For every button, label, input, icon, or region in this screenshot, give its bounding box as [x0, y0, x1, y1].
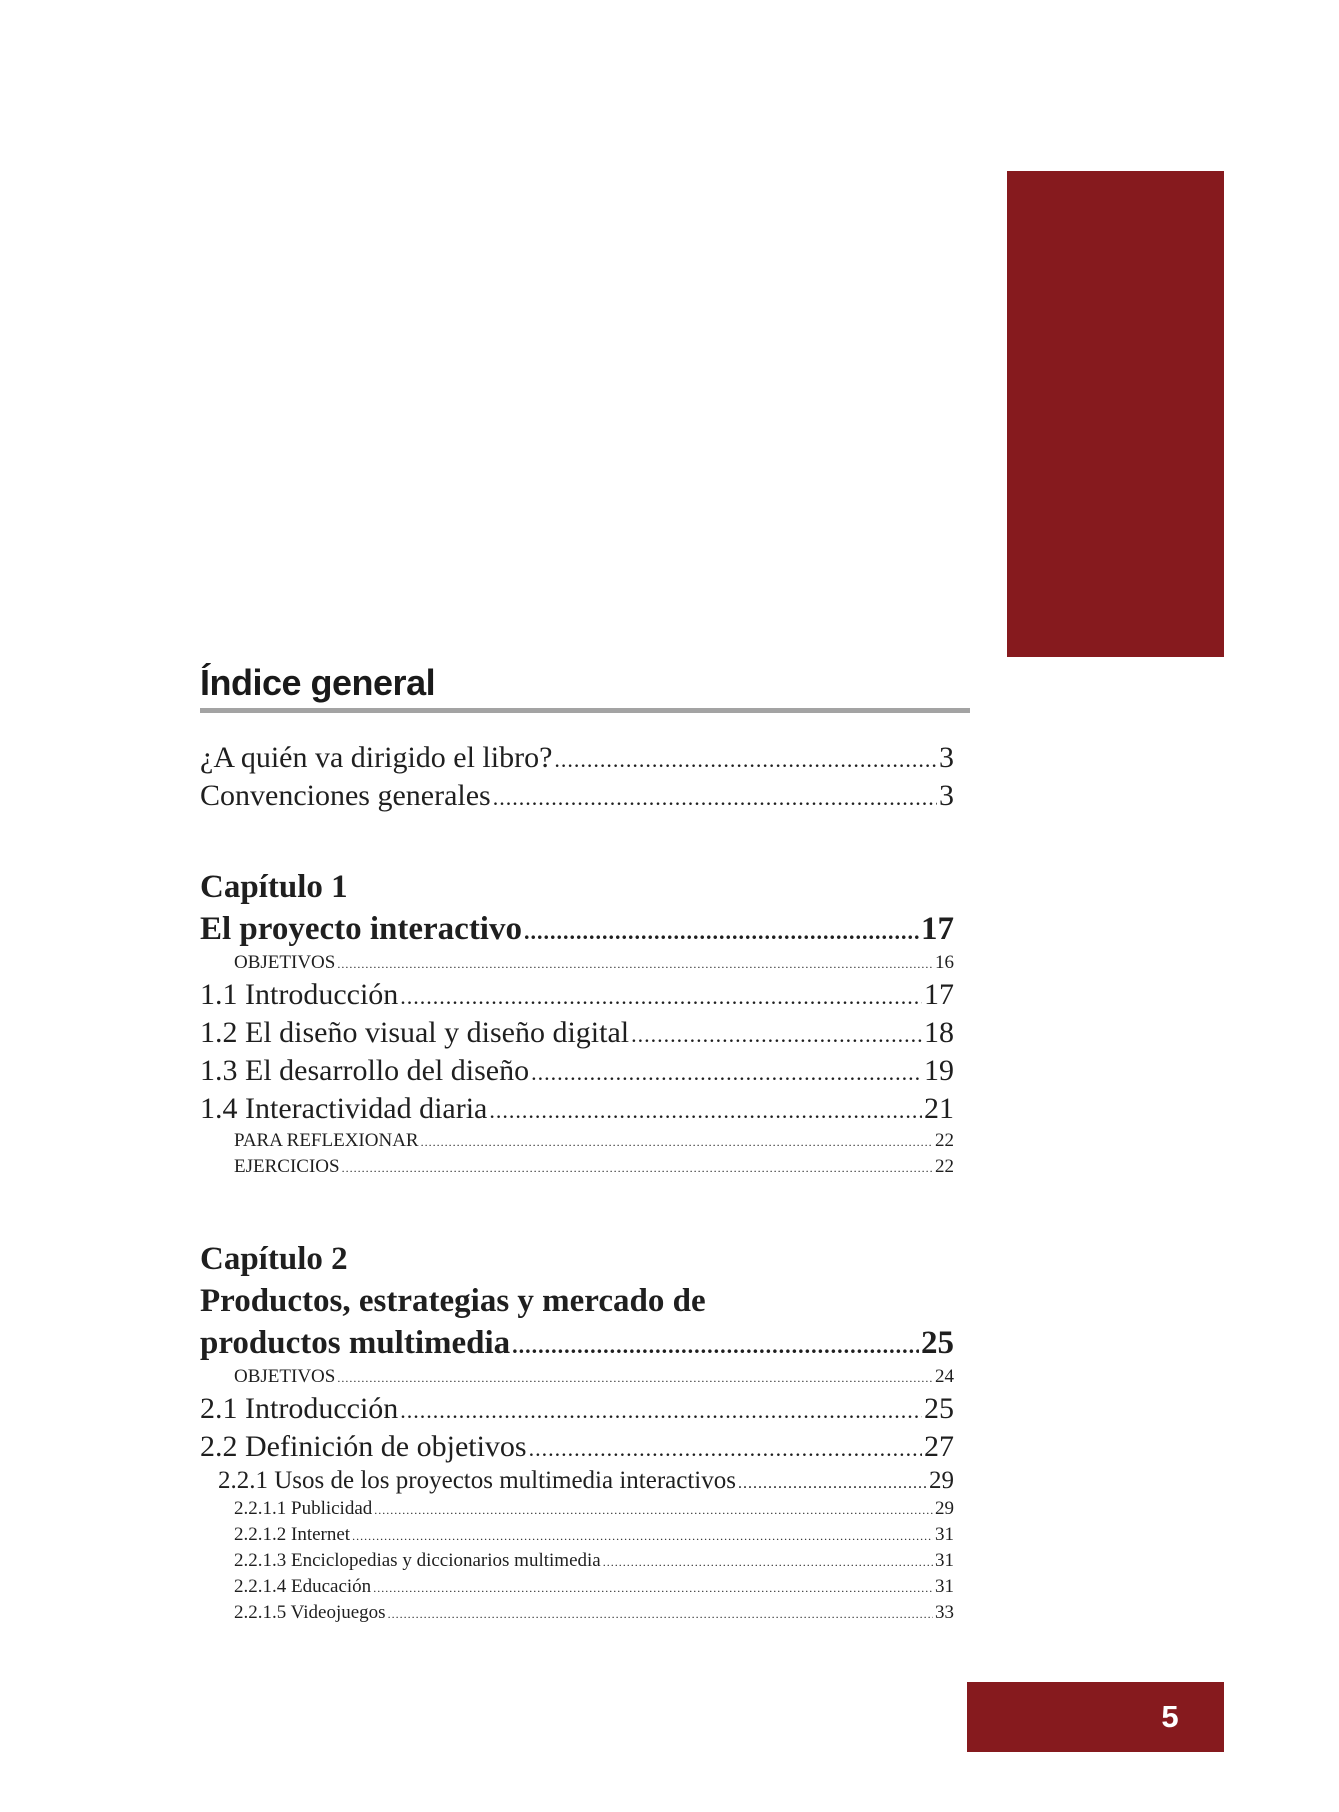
chapter-title: El proyecto interactivo [200, 911, 522, 947]
toc-entry-page: 22 [935, 1156, 954, 1177]
toc-entry-page: 18 [924, 1016, 954, 1049]
toc-entry-title: 1.2 El diseño visual y diseño digital [200, 1016, 630, 1049]
toc-entry-title: 1.4 Interactividad diaria [200, 1092, 488, 1125]
toc-entry[interactable] [200, 1548, 954, 1574]
toc-entry[interactable] [200, 1466, 954, 1496]
dot-leader [529, 1430, 922, 1468]
toc-entry[interactable] [200, 777, 954, 815]
toc-entry-title: 2.2.1.1 Publicidad [234, 1498, 373, 1519]
toc-entry-page: 29 [929, 1467, 954, 1494]
toc-entry-title: 1.3 El desarrollo del diseño [200, 1054, 530, 1087]
toc-entry-page: 31 [935, 1524, 954, 1545]
toc-entry-title: Convenciones generales [200, 779, 491, 812]
toc-entry-page: 25 [924, 1392, 954, 1425]
page-number: 5 [1161, 1699, 1179, 1734]
dot-leader [531, 1054, 922, 1092]
toc-entry[interactable] [200, 1128, 954, 1154]
toc-entry-title: 1.1 Introducción [200, 978, 399, 1011]
dot-leader [554, 741, 937, 779]
toc-entry-title: 2.2 Definición de objetivos [200, 1430, 527, 1463]
toc-entry-page: 27 [924, 1430, 954, 1463]
toc-entry[interactable] [200, 1496, 954, 1522]
dot-leader [524, 911, 919, 953]
toc-entry-title: PARA REFLEXIONAR [234, 1130, 419, 1151]
toc-entry-title: 2.2.1.3 Enciclopedias y diccionarios multimedia [234, 1550, 601, 1571]
toc-entry-page: 16 [935, 952, 954, 973]
dot-leader [512, 1325, 919, 1367]
toc-entry-page: 17 [924, 978, 954, 1011]
chapter-label: Capítulo 1 [200, 869, 348, 905]
dot-leader [342, 1155, 933, 1181]
toc-entry[interactable] [200, 950, 954, 976]
dot-leader [373, 1575, 933, 1601]
toc-entry[interactable] [200, 1014, 954, 1052]
dot-leader [352, 1523, 933, 1549]
toc-entry-title: OBJETIVOS [234, 952, 336, 973]
toc-entry-page: 29 [935, 1498, 954, 1519]
toc-entry-title: 2.2.1.5 Videojuegos [234, 1602, 386, 1623]
chapter-title: productos multimedia [200, 1325, 511, 1361]
chapter-page: 17 [921, 911, 954, 947]
dot-leader [400, 978, 922, 1016]
dot-leader [400, 1392, 922, 1430]
toc-entry-page: 22 [935, 1130, 954, 1151]
toc-entry-page: 24 [935, 1366, 954, 1387]
toc-entry-page: 33 [935, 1602, 954, 1623]
page-title: Índice general [200, 662, 436, 703]
toc-entry-title: EJERCICIOS [234, 1156, 340, 1177]
dot-leader [374, 1497, 933, 1523]
chapter-title-entry[interactable] [200, 908, 954, 950]
toc-entry[interactable] [200, 1052, 954, 1090]
toc-entry[interactable] [200, 1090, 954, 1128]
chapter-title-line: Productos, estrategias y mercado de [200, 1283, 706, 1319]
toc-entry[interactable] [200, 1574, 954, 1600]
dot-leader [337, 951, 933, 977]
toc-entry-page: 31 [935, 1550, 954, 1571]
dot-leader [631, 1016, 922, 1054]
title-rule [200, 708, 970, 713]
toc-chapter-2 [200, 1238, 954, 1626]
toc-entry-title: 2.2.1 Usos de los proyectos multimedia interactivos [218, 1467, 736, 1494]
dot-leader [603, 1549, 933, 1575]
toc-entry-page: 21 [924, 1092, 954, 1125]
toc-entry[interactable] [200, 1600, 954, 1626]
dot-leader [421, 1129, 933, 1155]
toc-entry[interactable] [200, 1428, 954, 1466]
toc-entry-title: OBJETIVOS [234, 1366, 336, 1387]
toc-entry-title: ¿A quién va dirigido el libro? [200, 741, 553, 774]
toc-entry[interactable] [200, 976, 954, 1014]
toc-chapter-1 [200, 866, 954, 1180]
toc-entry-page: 19 [924, 1054, 954, 1087]
dot-leader [493, 779, 937, 817]
dot-leader [738, 1469, 927, 1499]
toc-entry-page: 3 [939, 779, 954, 812]
toc-entry[interactable] [200, 739, 954, 777]
toc-entry[interactable] [200, 1390, 954, 1428]
chapter-page: 25 [921, 1325, 954, 1361]
dot-leader [489, 1092, 922, 1130]
toc-entry[interactable] [200, 1364, 954, 1390]
toc-entry-page: 31 [935, 1576, 954, 1597]
toc-entry-title: 2.1 Introducción [200, 1392, 399, 1425]
toc-entry[interactable] [200, 1522, 954, 1548]
chapter-label: Capítulo 2 [200, 1241, 348, 1277]
dot-leader [388, 1601, 933, 1627]
chapter-title-entry[interactable] [200, 1322, 954, 1364]
dot-leader [337, 1365, 933, 1391]
toc-front-matter [200, 739, 954, 815]
toc-entry[interactable] [200, 1154, 954, 1180]
toc-entry-page: 3 [939, 741, 954, 774]
toc-entry-title: 2.2.1.2 Internet [234, 1524, 351, 1545]
toc-entry-title: 2.2.1.4 Educación [234, 1576, 372, 1597]
decorative-red-block [1007, 171, 1224, 657]
